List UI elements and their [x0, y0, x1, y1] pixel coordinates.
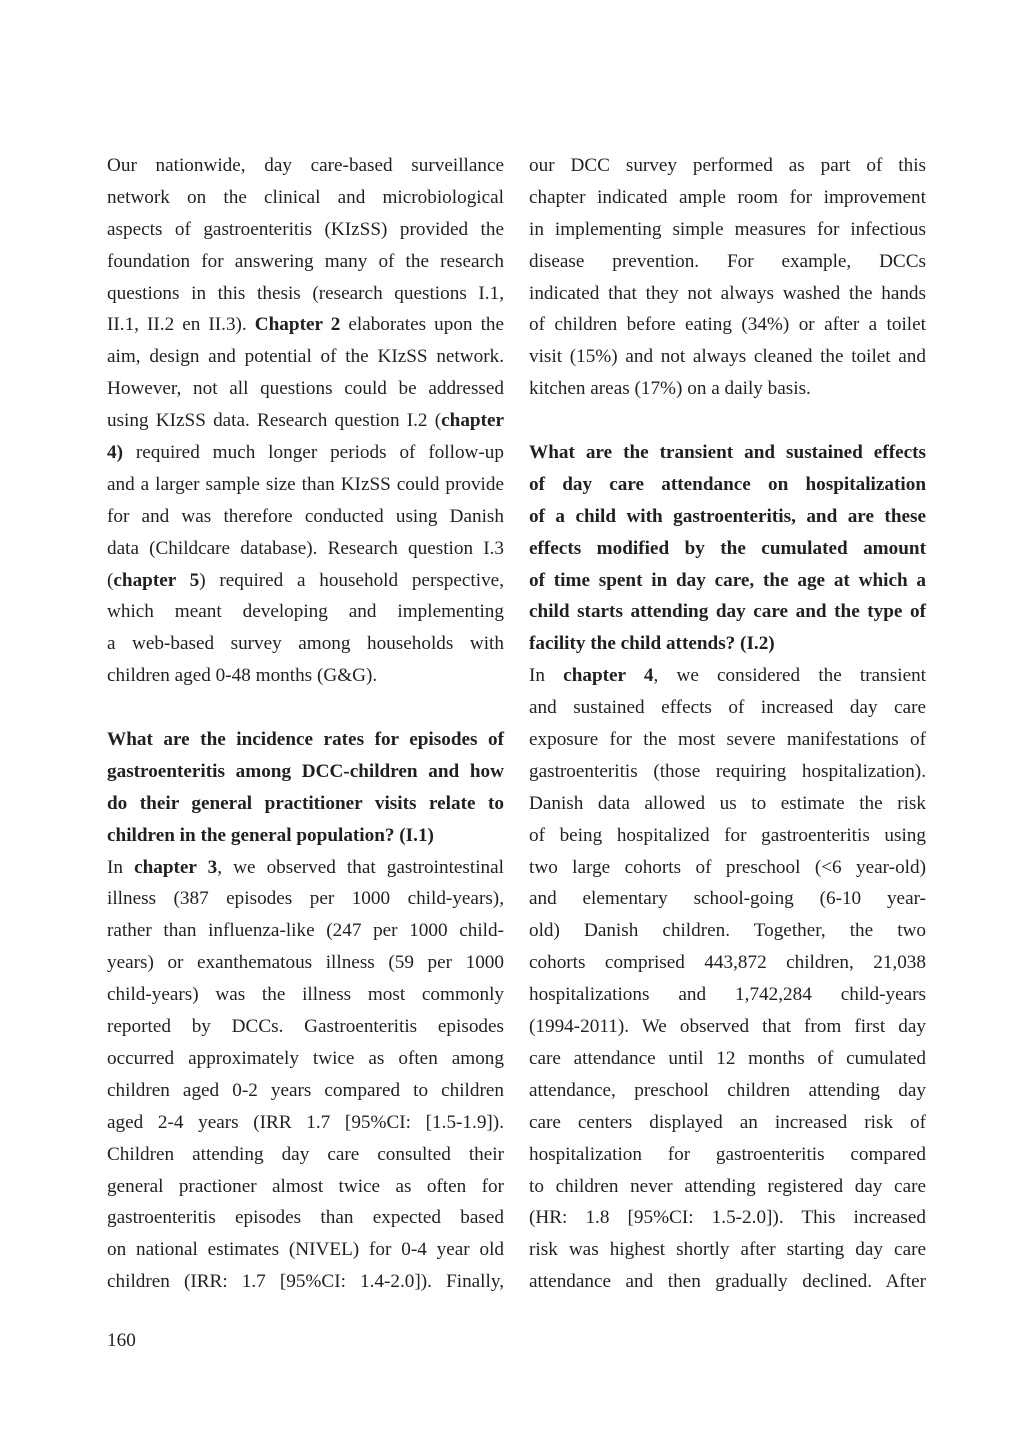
text-line	[529, 660, 926, 692]
continuation-paragraph	[529, 150, 926, 405]
text-segment: child-years) was the illness most commonly	[107, 984, 504, 1006]
text-line	[529, 947, 926, 979]
text-line	[529, 1234, 926, 1266]
text-segment: required much longer periods of follow-up	[122, 442, 504, 464]
heading-line: What are the transient and sustained effects	[529, 442, 926, 464]
text-segment: and sustained effects of increased day care	[529, 697, 926, 719]
text-line	[107, 214, 504, 246]
text-line	[107, 628, 504, 660]
text-segment: Danish data allowed us to estimate the risk	[529, 792, 926, 814]
heading-line: child starts attending day care and the type of	[529, 601, 926, 623]
text-line	[529, 214, 926, 246]
text-segment: , we considered the transient	[653, 665, 927, 687]
text-segment: attendance, preschool children attending day	[529, 1079, 926, 1101]
text-segment: occurred approximately twice as often among	[107, 1047, 504, 1069]
question-i1-body	[107, 852, 504, 1298]
text-line	[107, 852, 504, 884]
text-line	[107, 469, 504, 501]
text-line	[107, 565, 504, 597]
text-line	[529, 182, 926, 214]
heading-line: What are the incidence rates for episodes of	[107, 729, 504, 751]
text-segment: elaborates upon the	[340, 314, 505, 336]
heading-line: do their general practitioner visits relate to	[107, 792, 504, 814]
intro-paragraph	[107, 150, 504, 692]
heading-line: of day care attendance on hospitalization	[529, 473, 926, 495]
text-line	[107, 1075, 504, 1107]
text-segment: children aged 0-2 years compared to children	[107, 1079, 504, 1101]
text-segment: , we observed that gastrointestinal	[217, 856, 504, 878]
text-segment: and a larger sample size than KIzSS could provide	[107, 473, 504, 495]
text-line	[107, 341, 504, 373]
text-line	[107, 309, 504, 341]
text-segment: visit (15%) and not always cleaned the toilet and	[529, 346, 926, 368]
bold-text: chapter	[441, 410, 504, 432]
page-number: 160	[107, 1330, 136, 1351]
text-segment: indicated that they not always washed the hands	[529, 282, 926, 304]
text-segment: cohorts comprised 443,872 children, 21,038	[529, 952, 926, 974]
text-line	[529, 1171, 926, 1203]
text-segment: our DCC survey performed as part of this	[529, 155, 926, 176]
text-segment: of children before eating (34%) or after a toilet	[529, 314, 926, 336]
text-segment: reported by DCCs. Gastroenteritis episodes	[107, 1016, 504, 1038]
bold-text: Chapter 2	[254, 314, 341, 336]
text-line	[529, 1043, 926, 1075]
text-segment: disease prevention. For example, DCCs	[529, 250, 926, 272]
text-segment: aspects of gastroenteritis (KIzSS) provided the	[107, 218, 504, 240]
text-line	[107, 660, 504, 692]
text-segment: general practioner almost twice as often for	[107, 1175, 504, 1197]
text-line	[529, 756, 926, 788]
text-segment: hospitalization for gastroenteritis compared	[529, 1143, 926, 1165]
text-segment: of being hospitalized for gastroenteritis using	[529, 824, 926, 846]
text-line	[107, 501, 504, 533]
text-line	[107, 278, 504, 310]
text-segment: aim, design and potential of the KIzSS network.	[107, 346, 504, 368]
text-line	[107, 533, 504, 565]
text-segment: years) or exanthematous illness (59 per 1000	[107, 952, 504, 974]
text-segment: care centers displayed an increased risk of	[529, 1111, 926, 1133]
text-line	[107, 1107, 504, 1139]
question-i2-heading	[529, 437, 926, 660]
question-i1-heading	[107, 724, 504, 852]
text-segment: data (Childcare database). Research question I.3	[107, 537, 504, 559]
text-line	[529, 1202, 926, 1234]
text-segment: risk was highest shortly after starting day care	[529, 1239, 926, 1261]
text-segment: rather than influenza-like (247 per 1000 child-	[107, 920, 504, 942]
text-segment: gastroenteritis (those requiring hospitalization).	[529, 760, 926, 782]
text-segment: aged 2-4 years (IRR 1.7 [95%CI: [1.5-1.9]).	[107, 1111, 504, 1133]
text-segment: gastroenteritis episodes than expected based	[107, 1207, 504, 1229]
text-segment: attendance and then gradually declined. After	[529, 1271, 926, 1293]
text-segment: In	[529, 665, 564, 687]
heading-line: of time spent in day care, the age at which a	[529, 569, 926, 591]
text-line	[107, 437, 504, 469]
paragraph-gap	[529, 405, 926, 437]
heading-line: gastroenteritis among DCC-children and how	[107, 760, 504, 782]
text-line	[107, 883, 504, 915]
text-line	[529, 788, 926, 820]
heading-line: children in the general population? (I.1)	[107, 824, 434, 846]
text-line	[107, 405, 504, 437]
text-segment: (	[107, 569, 114, 591]
text-line	[107, 150, 504, 182]
text-segment: II.1, II.2 en II.3).	[107, 314, 255, 336]
paragraph-gap	[107, 692, 504, 724]
heading-line: of a child with gastroenteritis, and are these	[529, 505, 926, 527]
bold-text: chapter 5	[113, 569, 200, 591]
text-line	[107, 1043, 504, 1075]
text-line	[107, 373, 504, 405]
text-segment: In	[107, 856, 135, 878]
bold-text: chapter 3	[134, 856, 218, 878]
text-segment: children aged 0-48 months (G&G).	[107, 665, 378, 687]
text-segment: for and was therefore conducted using Danish	[107, 505, 504, 527]
text-segment: (HR: 1.8 [95%CI: 1.5-2.0]). This increased	[529, 1207, 926, 1229]
right-column	[529, 150, 926, 1298]
text-segment: Our nationwide, day care-based surveillance	[107, 155, 504, 176]
text-segment: exposure for the most severe manifestations of	[529, 729, 926, 751]
text-line	[529, 246, 926, 278]
text-line	[529, 1107, 926, 1139]
left-column	[107, 150, 504, 1298]
text-line	[529, 278, 926, 310]
text-line	[529, 724, 926, 756]
text-segment: care attendance until 12 months of cumulated	[529, 1047, 926, 1069]
text-line	[529, 1139, 926, 1171]
text-line	[529, 1075, 926, 1107]
text-segment: a web-based survey among households with	[107, 633, 504, 655]
text-segment: illness (387 episodes per 1000 child-years),	[107, 888, 504, 910]
text-segment: old) Danish children. Together, the two	[529, 920, 926, 942]
text-line	[107, 1171, 504, 1203]
text-line	[529, 820, 926, 852]
question-i2-body	[529, 660, 926, 1298]
text-line	[107, 1266, 504, 1298]
text-segment: ) required a household perspective,	[199, 569, 504, 591]
text-line	[529, 150, 926, 182]
text-segment: two large cohorts of preschool (<6 year-old)	[529, 856, 926, 878]
text-line	[107, 246, 504, 278]
text-line	[529, 309, 926, 341]
text-segment: questions in this thesis (research questions I.1,	[107, 282, 504, 304]
text-line	[107, 947, 504, 979]
text-line	[529, 1266, 926, 1298]
text-segment: kitchen areas (17%) on a daily basis.	[529, 378, 811, 400]
text-line	[107, 182, 504, 214]
bold-text: 4)	[107, 442, 123, 464]
text-line	[529, 979, 926, 1011]
text-line	[107, 1202, 504, 1234]
text-line	[529, 915, 926, 947]
text-segment: on national estimates (NIVEL) for 0-4 year old	[107, 1239, 504, 1261]
text-line	[107, 596, 504, 628]
text-segment: using KIzSS data. Research question I.2 (	[107, 410, 442, 432]
text-segment: which meant developing and implementing	[107, 601, 504, 623]
text-segment: However, not all questions could be addressed	[107, 378, 504, 400]
heading-line: effects modified by the cumulated amount	[529, 537, 926, 559]
text-line	[529, 852, 926, 884]
bold-text: chapter 4	[563, 665, 654, 687]
text-segment: chapter indicated ample room for improvement	[529, 186, 926, 208]
text-segment: Children attending day care consulted their	[107, 1143, 504, 1165]
text-segment: foundation for answering many of the research	[107, 250, 504, 272]
text-segment: network on the clinical and microbiological	[107, 186, 504, 208]
text-line	[107, 979, 504, 1011]
text-segment: and elementary school-going (6-10 year-	[529, 888, 926, 910]
text-line	[107, 915, 504, 947]
text-line	[107, 1011, 504, 1043]
heading-line: facility the child attends? (I.2)	[529, 633, 775, 655]
text-segment: children (IRR: 1.7 [95%CI: 1.4-2.0]). Finally,	[107, 1271, 504, 1293]
text-line	[529, 692, 926, 724]
text-segment: hospitalizations and 1,742,284 child-years	[529, 984, 926, 1006]
text-segment: to children never attending registered day care	[529, 1175, 926, 1197]
text-line	[107, 1234, 504, 1266]
text-line	[529, 883, 926, 915]
text-segment: in implementing simple measures for infectious	[529, 218, 926, 240]
text-line	[529, 341, 926, 373]
text-line	[529, 1011, 926, 1043]
text-line	[107, 1139, 504, 1171]
text-line	[529, 373, 926, 405]
text-segment: (1994-2011). We observed that from first day	[529, 1016, 926, 1038]
